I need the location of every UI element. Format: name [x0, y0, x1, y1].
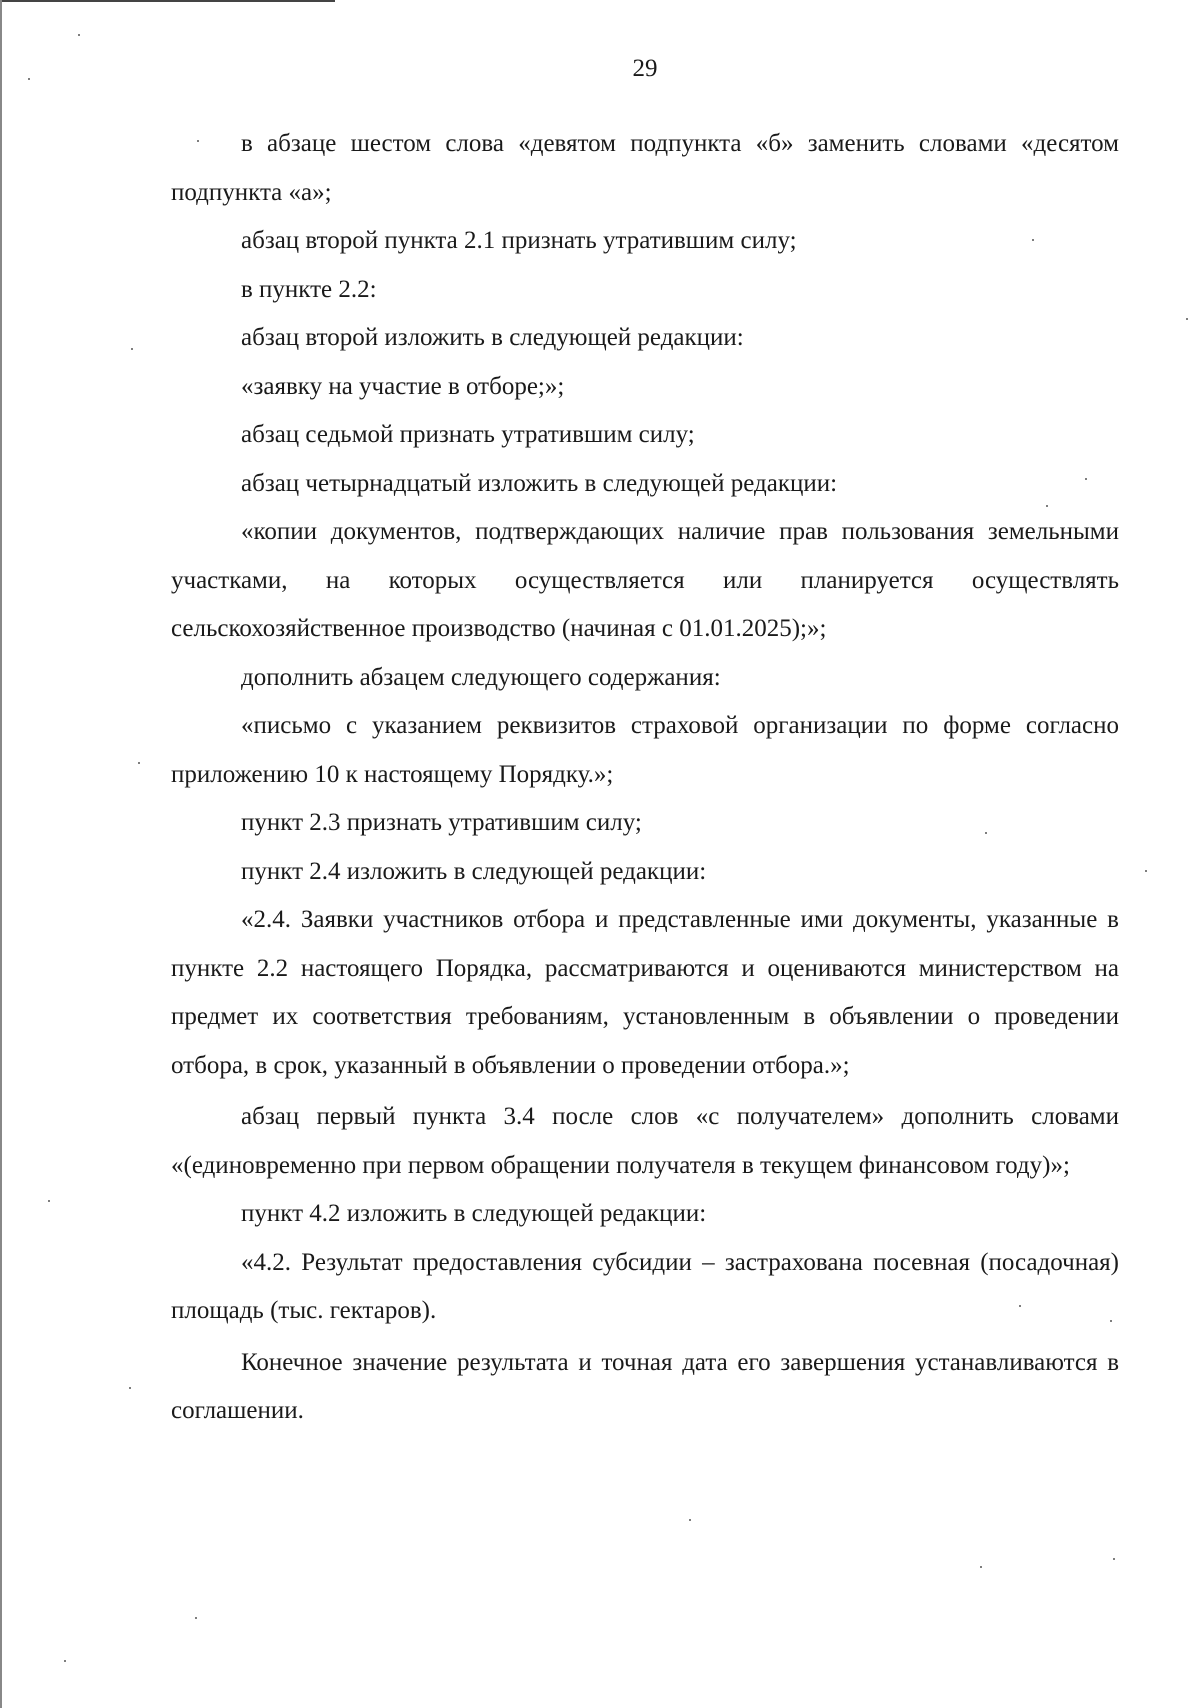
paragraph: в пункте 2.2: — [241, 275, 377, 303]
paragraph: пункт 2.3 признать утратившим силу; — [241, 809, 642, 836]
paragraph: «письмо с указанием реквизитов страховой организации по форме согласно приложению 10 к настоящему Порядку.»; — [171, 712, 1119, 788]
scan-speck — [1113, 1558, 1115, 1560]
paragraph: абзац четырнадцатый изложить в следующей редакции: — [241, 469, 838, 497]
paragraph: пункт 2.4 изложить в следующей редакции: — [241, 857, 707, 885]
scan-speck — [78, 34, 80, 36]
paragraph: абзац второй пункта 2.1 признать утратившим силу; — [241, 227, 797, 254]
paragraph: дополнить абзацем следующего содержания: — [241, 663, 721, 691]
paragraph: абзац второй изложить в следующей редакции: — [241, 324, 744, 351]
paragraph: «4.2. Результат предоставления субсидии – застрахована посевная (посадочная) площадь (тыс. гектаров). — [171, 1248, 1119, 1324]
scan-speck — [64, 1660, 66, 1662]
paragraph: «2.4. Заявки участников отбора и представленные ими документы, указанные в пункте 2.2 настоящего Порядка, рассматриваются и оцениваются министерством на предмет их соответствия требованиям, установленным в объявлении о проведении отбора, в срок, указанный в объявлении о проведении отбора.»; — [171, 906, 1119, 1079]
scan-speck — [195, 1617, 197, 1619]
scan-speck — [197, 140, 199, 142]
paragraph: «копии документов, подтверждающих наличие прав пользования земельными участками, на которых осуществляется или планируется осуществлять сельскохозяйственное производство (начиная с 01.01.2025);»; — [171, 518, 1119, 642]
scan-left-edge — [0, 0, 2, 1708]
paragraph: в абзаце шестом слова «девятом подпункта «б» заменить словами «десятом подпункта «а»; — [171, 130, 1119, 206]
scan-speck — [1032, 239, 1034, 241]
scan-speck — [1110, 1320, 1112, 1322]
scan-speck — [985, 832, 987, 834]
document-body — [171, 120, 1119, 1436]
scan-speck — [28, 78, 30, 80]
scan-speck — [48, 1200, 50, 1202]
paragraph: «заявку на участие в отборе;»; — [241, 372, 565, 400]
paragraph: абзац седьмой признать утратившим силу; — [241, 421, 695, 448]
scan-speck — [1019, 1305, 1021, 1307]
scan-speck — [129, 1387, 131, 1389]
scan-speck — [689, 1519, 691, 1521]
paragraph: абзац первый пункта 3.4 после слов «с получателем» дополнить словами «(единовременно при первом обращении получателя в текущем финансовом году)»; — [171, 1103, 1119, 1179]
scan-speck — [980, 1566, 982, 1568]
scan-speck — [1145, 870, 1147, 872]
scan-speck — [131, 348, 133, 350]
scan-speck — [1186, 318, 1188, 320]
scan-speck — [1046, 505, 1048, 507]
paragraph: Конечное значение результата и точная дата его завершения устанавливаются в соглашении. — [171, 1348, 1119, 1424]
scan-speck — [1085, 478, 1087, 480]
scan-speck — [138, 762, 140, 764]
paragraph: пункт 4.2 изложить в следующей редакции: — [241, 1200, 707, 1227]
page-number: 29 — [632, 55, 658, 82]
scan-top-edge — [0, 0, 335, 2]
